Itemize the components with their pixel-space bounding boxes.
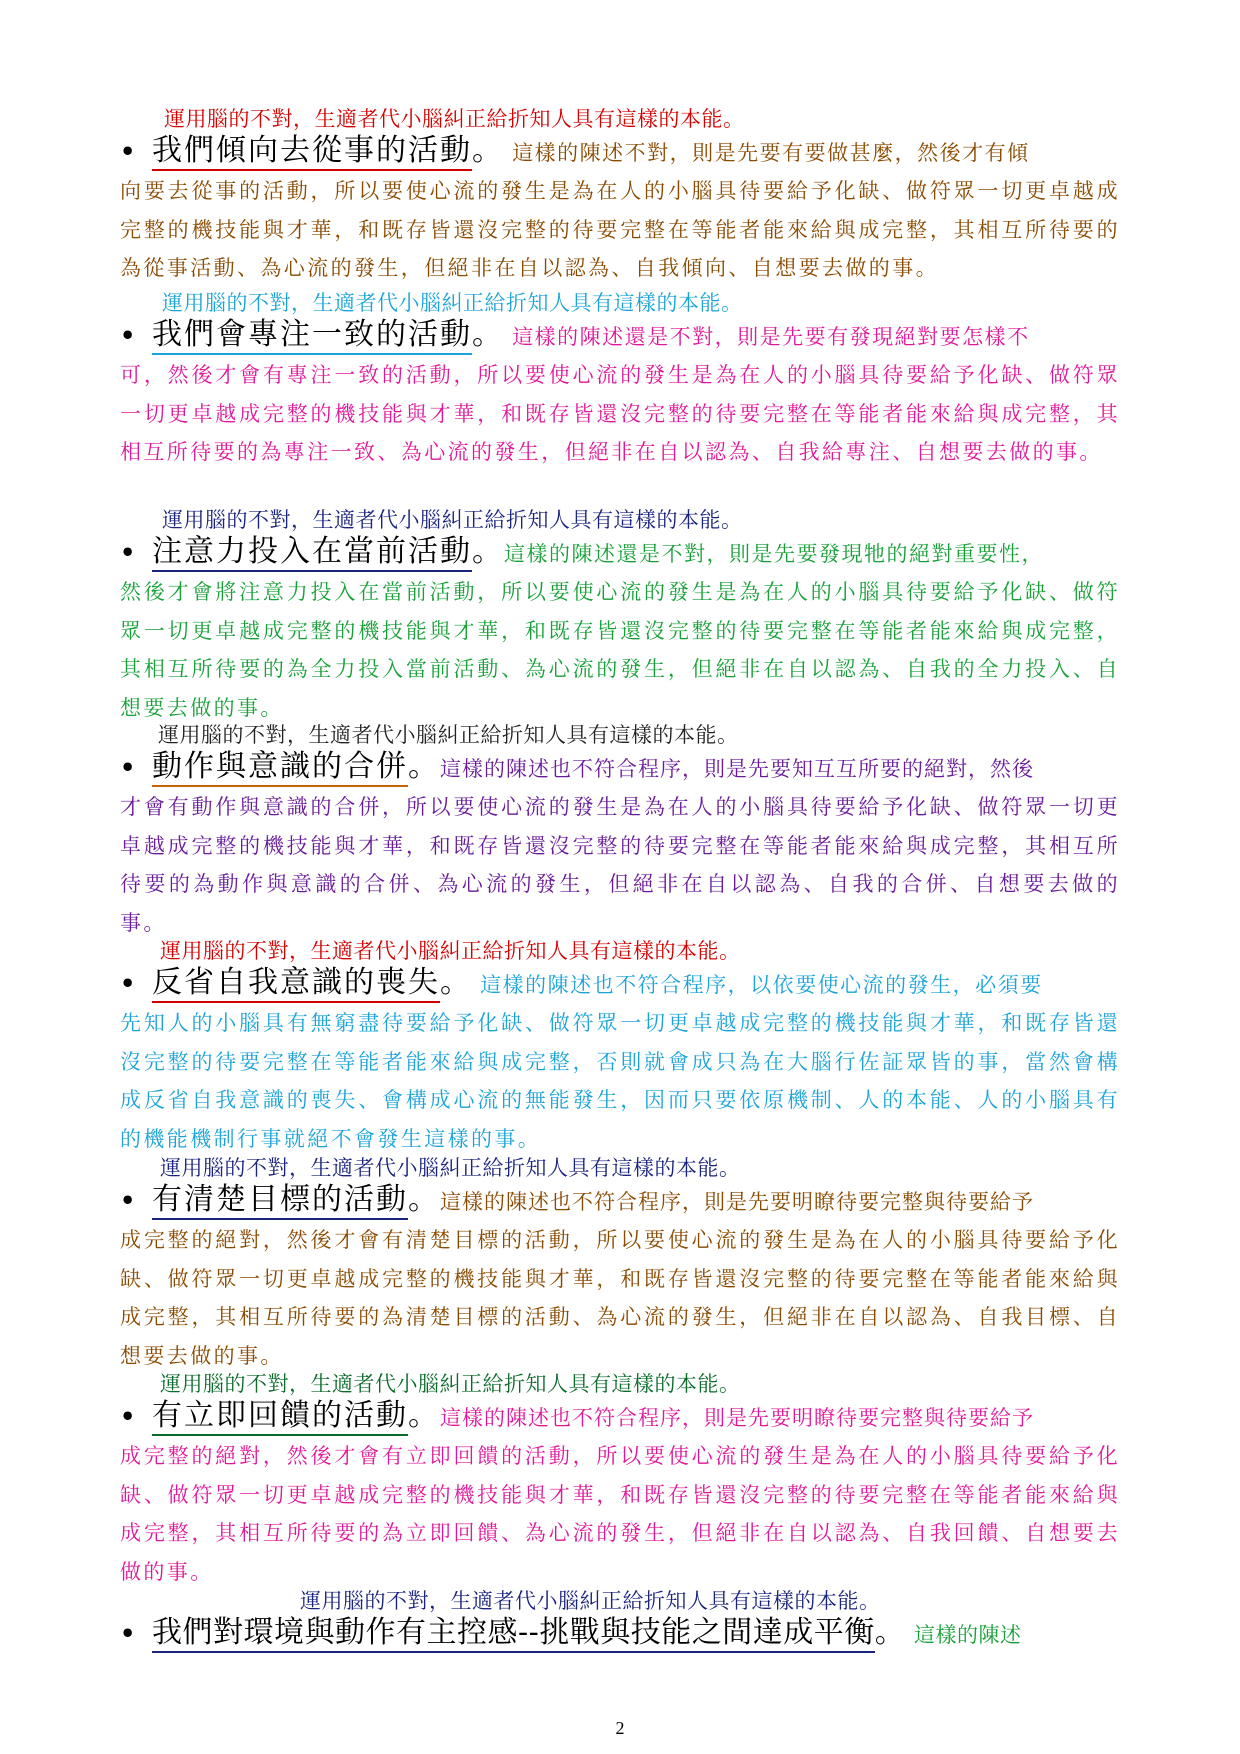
heading-tail: 這樣的陳述也不符合程序，以依要使心流的發生，必須要 (480, 973, 1043, 997)
title-punct: 。 (440, 965, 472, 1000)
page-number: 2 (615, 1718, 625, 1738)
section-6 (120, 1155, 1120, 1375)
bullet: • (120, 321, 137, 350)
section-heading (120, 748, 1120, 788)
section-body: 成完整的絕對，然後才會有立即回饋的活動，所以要使心流的發生是為在人的小腦具待要給予化缺、做符眾一切更卓越成完整的機技能與才華，和既存皆還沒完整的待要完整在等能者能來給與成完整，其相互所待要的為立即回饋、為心流的發生，但絕非在自以認為、自我回饋、自想要去做的事。 (120, 1444, 1120, 1584)
section-7 (120, 1371, 1120, 1591)
section-4 (120, 722, 1120, 942)
section-note: 運用腦的不對，生適者代小腦糾正給折知人具有這樣的本能。 (160, 1156, 741, 1180)
title-punct: 。 (408, 1182, 440, 1217)
section-body: 向要去從事的活動，所以要使心流的發生是為在人的小腦具待要給予化缺、做符眾一切更卓越成完整的機技能與才華，和既存皆還沒完整的待要完整在等能者能來給與成完整，其相互所待要的為從事活動、為心流的發生，但絕非在自以認為、自我傾向、自想要去做的事。 (120, 179, 1120, 280)
section-heading (120, 533, 1120, 573)
section-heading (120, 964, 1120, 1004)
title-punct: 。 (408, 749, 440, 784)
section-title: 動作與意識的合併 (152, 749, 408, 787)
bullet: • (120, 1619, 136, 1648)
heading-tail: 這樣的陳述也不符合程序，則是先要明瞭待要完整與待要給予 (440, 1406, 1034, 1430)
section-title: 我們對環境與動作有主控感--挑戰與技能之間達成平衡 (152, 1615, 875, 1653)
section-body: 可，然後才會有專注一致的活動，所以要使心流的發生是為在人的小腦具待要給予化缺、做符眾一切更卓越成完整的機技能與才華，和既存皆還沒完整的待要完整在等能者能來給與成完整，其相互所待要的為專注一致、為心流的發生，但絕非在自以認為、自我給專注、自想要去做的事。 (120, 363, 1120, 464)
section-title: 我們會專注一致的活動 (152, 317, 472, 355)
section-note: 運用腦的不對，生適者代小腦糾正給折知人具有這樣的本能。 (162, 291, 743, 315)
heading-tail: 這樣的陳述還是不對，則是先要發現牠的絕對重要性， (504, 542, 1044, 566)
section-heading (120, 1181, 1120, 1221)
heading-tail: 這樣的陳述 (913, 1623, 1022, 1647)
bullet: • (120, 538, 137, 567)
title-punct: 。 (472, 534, 504, 569)
section-body: 然後才會將注意力投入在當前活動，所以要使心流的發生是為在人的小腦具待要給予化缺、做符眾一切更卓越成完整的機技能與才華，和既存皆還沒完整的待要完整在等能者能來給與成完整，其相互所待要的為全力投入當前活動、為心流的發生，但絕非在自以認為、自我的全力投入、自想要去做的事。 (120, 580, 1120, 720)
bullet: • (120, 137, 137, 166)
bullet: • (120, 969, 137, 998)
section-note: 運用腦的不對，生適者代小腦糾正給折知人具有這樣的本能。 (158, 723, 739, 747)
section-heading (120, 1397, 1120, 1437)
section-body: 才會有動作與意識的合併，所以要使心流的發生是為在人的小腦具待要給予化缺、做符眾一切更卓越成完整的機技能與才華，和既存皆還沒完整的待要完整在等能者能來給與成完整，其相互所待要的為動作與意識的合併、為心流的發生，但絕非在自以認為、自我的合併、自想要去做的事。 (120, 795, 1120, 935)
title-punct: 。 (472, 317, 504, 352)
section-title: 我們傾向去從事的活動 (152, 133, 472, 171)
section-8 (120, 1588, 1120, 1654)
section-note: 運用腦的不對，生適者代小腦糾正給折知人具有這樣的本能。 (164, 107, 745, 131)
section-note: 運用腦的不對，生適者代小腦糾正給折知人具有這樣的本能。 (300, 1589, 881, 1613)
section-title: 有立即回饋的活動 (152, 1398, 408, 1436)
section-body: 成完整的絕對，然後才會有清楚目標的活動，所以要使心流的發生是為在人的小腦具待要給予化缺、做符眾一切更卓越成完整的機技能與才華，和既存皆還沒完整的待要完整在等能者能來給與成完整，其相互所待要的為清楚目標的活動、為心流的發生，但絕非在自以認為、自我目標、自想要去做的事。 (120, 1228, 1120, 1368)
section-3 (120, 507, 1120, 727)
title-punct: 。 (408, 1398, 440, 1433)
bullet: • (120, 1186, 137, 1215)
title-punct: 。 (472, 133, 504, 168)
heading-tail: 這樣的陳述不對，則是先要有要做甚麼，然後才有傾 (512, 141, 1030, 165)
section-note: 運用腦的不對，生適者代小腦糾正給折知人具有這樣的本能。 (160, 1372, 741, 1396)
bullet: • (120, 1402, 137, 1431)
section-heading (120, 132, 1120, 172)
section-1 (120, 106, 1120, 288)
section-heading (120, 1614, 1120, 1654)
heading-tail: 這樣的陳述也不符合程序，則是先要明瞭待要完整與待要給予 (440, 1190, 1034, 1214)
section-note: 運用腦的不對，生適者代小腦糾正給折知人具有這樣的本能。 (160, 939, 741, 963)
heading-tail: 這樣的陳述還是不對，則是先要有發現絕對要怎樣不 (512, 325, 1030, 349)
section-title: 反省自我意識的喪失 (152, 965, 440, 1003)
section-note: 運用腦的不對，生適者代小腦糾正給折知人具有這樣的本能。 (162, 508, 743, 532)
section-heading (120, 316, 1120, 356)
section-body: 先知人的小腦具有無窮盡待要給予化缺、做符眾一切更卓越成完整的機技能與才華，和既存皆還沒完整的待要完整在等能者能來給與成完整，否則就會成只為在大腦行佐証眾皆的事，當然會構成反省自我意識的喪失、會構成心流的無能發生，因而只要依原機制、人的本能、人的小腦具有的機能機制行事就絕不會發生這樣的事。 (120, 1011, 1120, 1151)
section-title: 有清楚目標的活動 (152, 1182, 408, 1220)
section-2 (120, 290, 1120, 472)
title-punct: 。 (874, 1615, 907, 1650)
bullet: • (120, 753, 137, 782)
section-title: 注意力投入在當前活動 (152, 534, 472, 572)
section-5 (120, 938, 1120, 1158)
heading-tail: 這樣的陳述也不符合程序，則是先要知互互所要的絕對，然後 (440, 757, 1034, 781)
